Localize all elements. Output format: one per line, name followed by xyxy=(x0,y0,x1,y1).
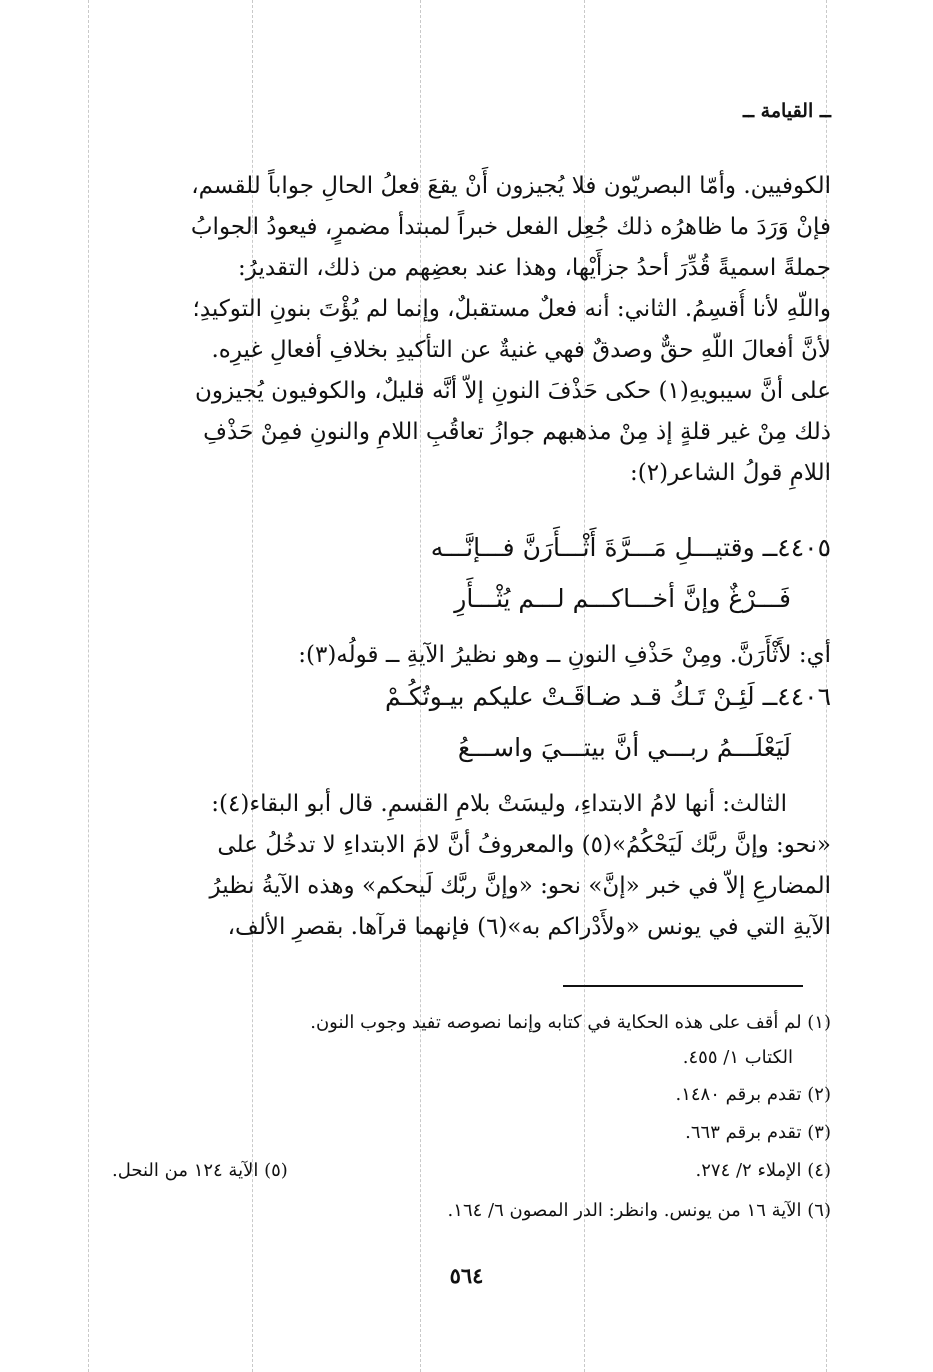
text-line: الكوفيين. وأمّا البصريّون فلا يُجيزون أَنْ يقعَ فعلُ الحالِ جواباً للقسم، xyxy=(191,173,831,199)
verse-number: ٤٤٠٦ــ xyxy=(762,682,831,711)
text-line: الثالث: أنها لامُ الابتداءِ، وليسَتْ بلامِ القسمِ. قال أبو البقاء(٤): xyxy=(211,791,787,817)
footnote-3: (٣) تقدم برقم ٦٦٣. xyxy=(685,1122,831,1143)
verse-text: لَئِـنْ تَـكُ قـد ضـاقَـتْ عليكم بيـوتُكُـمْ xyxy=(385,682,755,711)
verse-4406-first-hemistich xyxy=(385,682,831,711)
text-line: واللّهِ لأنا أُقسِمُ. الثاني: أنه فعلٌ مستقبلٌ، وإنما لم يُؤْتَ بنونِ التوكيدِ؛ xyxy=(192,296,831,322)
text-line: جملةً اسميةً قُدِّرَ أحدُ جزأَيْها، وهذا عند بعضِهم من ذلك، التقديرُ: xyxy=(238,255,831,281)
final-paragraph xyxy=(125,784,831,948)
text-line: الآيةِ التي في يونس «ولأَدْراكم به»(٦) فإنهما قرآها. بقصرِ الألف، xyxy=(227,914,831,940)
footnote-6: (٦) الآية ١٦ من يونس. وانظر: الدر المصون ٦/ ١٦٤. xyxy=(447,1200,831,1221)
page-number: ٥٦٤ xyxy=(449,1263,484,1288)
verse-text: وقتيـــلِ مَـــرَّةَ أَثْـــأَرَنَّ فـــإنَّـــه xyxy=(430,533,755,562)
middle-line: أي: لأَثْأَرَنَّ. ومِنْ حَذْفِ النونِ ــ وهو نظيرُ الآيةِ ــ قولُه(٣): xyxy=(298,642,831,668)
footnote-1: (١) لم أقف على هذه الحكاية في كتابه وإنما نصوصه تفيد وجوب النون. xyxy=(310,1012,831,1033)
footnote-separator xyxy=(563,985,803,987)
text-line: المضارعِ إلاّ في خبر «إنَّ» نحو: «وإنَّ ربَّك لَيحكم» وهذه الآيةُ نظيرُ xyxy=(209,873,831,899)
text-line: فإنْ وَرَدَ ما ظاهرُه ذلك جُعِل الفعل خبراً لمبتدأ مضمرٍ، فيعودُ الجوابُ xyxy=(190,214,831,240)
main-paragraph xyxy=(125,166,831,494)
verse-4405-first-hemistich xyxy=(431,533,831,562)
running-header: ــ القيامة ــ xyxy=(742,100,831,122)
text-line: لأنَّ أفعالَ اللّهِ حقٌّ وصدقٌ فهي غنيةٌ عن التأكيدِ بخلافِ أفعالِ غيرِه. xyxy=(211,337,831,363)
text-line: ذلك مِنْ غير قلةٍ إذ مِنْ مذهبهم جوازُ تعاقُبِ اللامِ والنونِ فمِنْ حَذْفِ xyxy=(203,419,831,445)
verse-4405-second-hemistich: فَـــرْغٌ وإنَّ أخـــاكـــم لـــم يُثْـــأَرِ xyxy=(454,584,791,613)
text-line: اللامِ قولُ الشاعر(٢): xyxy=(630,460,831,486)
verse-4406-second-hemistich: لَيَعْلَـــمُ ربـــي أنَّ بيتـــيَ واســـعُ xyxy=(457,733,791,762)
text-line: على أنَّ سيبويهِ(١) حكى حَذْفَ النونِ إلاّ أنَّه قليلٌ، والكوفيون يُجيزون xyxy=(194,378,831,404)
footnote-4: (٤) الإملاء ٢/ ٢٧٤. xyxy=(695,1160,831,1181)
text-line: «نحو: وإنَّ ربَّك لَيَحْكُمُ»(٥) والمعروفُ أنَّ لامَ الابتداءِ لا تدخُلُ على xyxy=(217,832,831,858)
footnote-2: (٢) تقدم برقم ١٤٨٠. xyxy=(675,1084,831,1105)
footnote-1-continuation: الكتاب ١/ ٤٥٥. xyxy=(682,1047,793,1068)
verse-number: ٤٤٠٥ــ xyxy=(762,533,831,562)
footnote-5: (٥) الآية ١٢٤ من النحل. xyxy=(112,1160,288,1181)
